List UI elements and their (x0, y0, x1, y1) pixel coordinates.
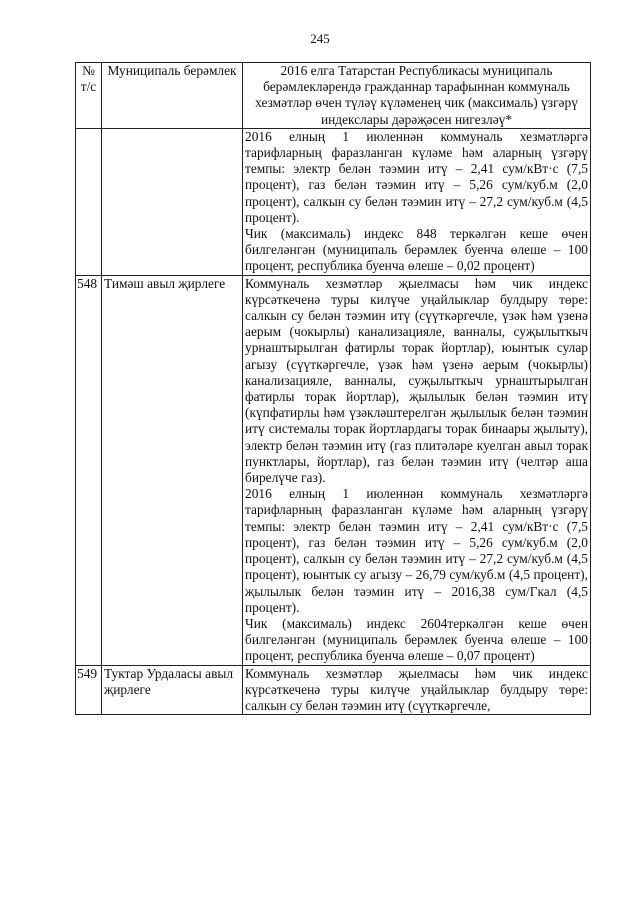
header-number: № т/с (76, 63, 102, 129)
row-description (243, 665, 591, 715)
row-description (243, 275, 591, 665)
header-description: 2016 елга Татарстан Республикасы муниципаль берәмлекләрендә гражданнар тарафыннан коммуналь хезмәтләр өчен түләү күләменең чик (максималь) үзгәрү индекслары дәрәҗәсен нигезләү* (243, 63, 591, 129)
header-municipality: Муниципаль берәмлек (102, 63, 243, 129)
table-row (76, 275, 591, 665)
description-paragraph: 2016 елның 1 июленнән коммуналь хезмәтләргә тарифларның фаразланган күләме һәм аларның үзгәрү темпы: электр белән тәэмин итү – 2,41 сум/кВт·с (7,5 процент), газ белән тәэмин итү – 5,26 сум/куб.м (2,0 процент), салкын су белән тәэмин итү – 27,2 сум/куб.м (4,5 процент), юынтык су агызу – 26,79 сум/куб.м (4,5 процент), җылылык белән тәэмин итү – 2016,38 сум/Гкал (4,5 процент). (245, 486, 588, 615)
table-row (76, 665, 591, 715)
description-paragraph: 2016 елның 1 июленнән коммуналь хезмәтләргә тарифларның фаразланган күләме һәм аларның үзгәрү темпы: электр белән тәэмин итү – 2,41 сум/кВт·с (7,5 процент), газ белән тәэмин итү – 5,26 сум/куб.м (2,0 процент), салкын су белән тәэмин итү – 27,2 сум/куб.м (4,5 процент). (245, 128, 588, 225)
row-municipality: Туктар Урдаласы авыл җирлеге (102, 665, 243, 715)
row-number (76, 128, 102, 275)
row-municipality (102, 128, 243, 275)
table-header-row (76, 63, 591, 129)
row-number: 549 (76, 665, 102, 715)
row-number: 548 (76, 275, 102, 665)
table-row (76, 128, 591, 275)
description-paragraph: Чик (максималь) индекс 848 теркәлгән кеше өчен билгеләнгән (муниципаль берәмлек буенча өлеше – 100 процент, республика буенча өлеше – 0,02 процент) (245, 226, 588, 274)
row-municipality: Тимәш авыл җирлеге (102, 275, 243, 665)
description-paragraph: Коммуналь хезмәтләр җыелмасы һәм чик индекс күрсәткеченә туры килүче уңайлыклар булдыру төре: салкын су белән тәэмин итү (сүүткәргечле, үзәк һәм үзенә аерым (чокырлы) канализацияле, ванналы, суҗылыткыч урнаштырылган фатирлы торак йортлар), юынтык сулар агызу (сүүткәргечле, үзәк һәм үзенә аерым (чокырлы) канализацияле, ванналы, суҗылыткыч урнаштырылган фатирлы торак йортлар), җылылык белән тәэмин итү (күпфатирлы һәм үзәкләштерелгән җылылык белән тәэмин итү системалы торак йортлардагы торак бинаары җылыту), электр белән тәэмин итү (газ плитәләре куелган авыл торак пунктлары, йортлар), газ белән тәэмин итү (челтәр аша бирелүче газ). (245, 275, 588, 486)
page-number: 245 (310, 31, 330, 46)
row-description (243, 128, 591, 275)
index-table (75, 62, 591, 715)
description-paragraph: Коммуналь хезмәтләр җыелмасы һәм чик индекс күрсәткеченә туры килүче уңайлыклар булдыру төре: салкын су белән тәэмин итү (сүүткәргечле, (245, 665, 588, 713)
description-paragraph: Чик (максималь) индекс 2604теркәлгән кеше өчен билгеләнгән (муниципаль берәмлек буенча өлеше – 100 процент, республика буенча өлеше – 0,07 процент) (245, 615, 588, 664)
